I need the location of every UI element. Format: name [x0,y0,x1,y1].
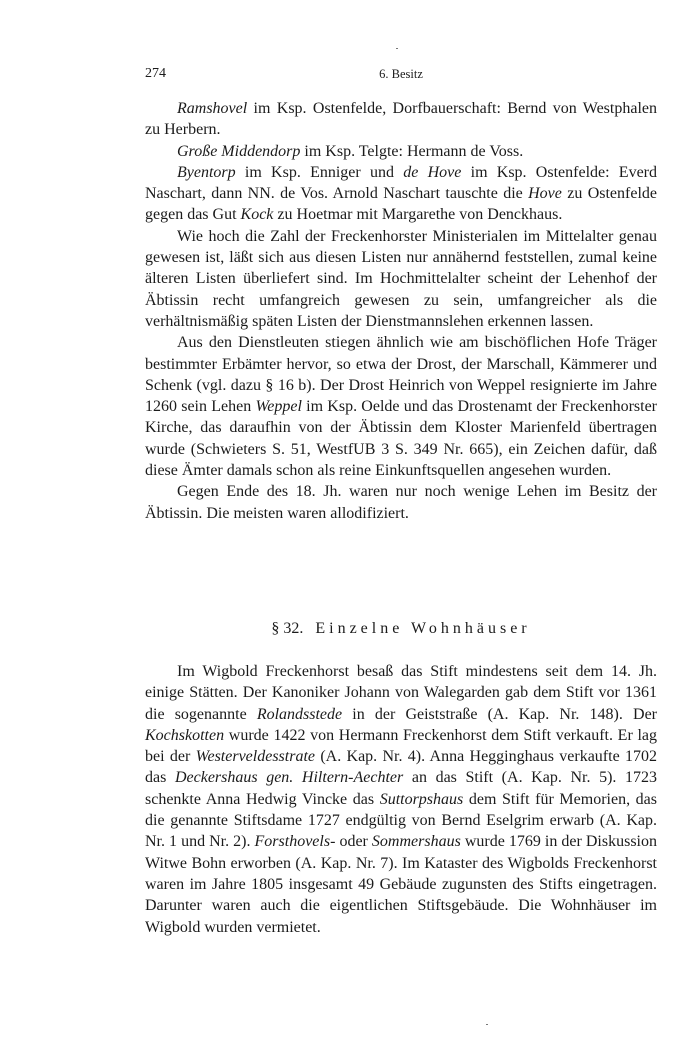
text-run: Gegen Ende des 18. Jh. waren nur noch wenige Lehen im Besitz der Äbtissin. Die meisten waren allodifiziert. [145,483,657,522]
italic-term: Ramshovel [177,100,248,117]
italic-term: Kochskotten [145,726,225,744]
section-heading [145,620,657,638]
text-run: dem Stift für Memorien, das die genannte Stiftsdame 1727 endgültig von Bernd Eselgrim erwarb (A. Kap. Nr. 1 und Nr. 2). [145,790,658,851]
text-run: im Ksp. Enniger und [235,163,404,181]
section-title: Einzelne Wohnhäuser [315,620,531,637]
italic-term: Rolandsstede [256,705,343,723]
text-run: in der Geiststraße (A. Kap. Nr. 148). Der [342,705,657,723]
page-header [145,66,657,86]
text-run: Wie hoch die Zahl der Freckenhorster Ministerialen im Mittelalter genau gewesen ist, läßt sich aus diesen Listen nur annähernd feststellen, zumal keine älteren Listen überliefert sind. Im Hochmittelalter scheint der Lehenhof der Äbtissin recht umfangreich gewesen zu sein, umfangreicher als die verhältnismäßig späten Listen der Dienstmannslehen erkennen lassen. [145,227,657,330]
text-run: im Ksp. Ostenfelde, Dorfbauerschaft: Bernd von Westphalen zu Herbern. [145,100,657,139]
italic-term: Deckershaus gen. Hiltern-Aechter [174,769,404,787]
text-run: im Ksp. Telgte: Hermann de Voss. [300,142,524,160]
running-title: 6. Besitz [379,67,423,81]
text-run: wurde 1769 in der Diskussion Witwe Bohn erworben (A. Kap. Nr. 7). Im Kataster des Wigbolds Freckenhorst waren im Jahre 1805 insgesamt 49 Gebäude zugunsten des Stifts eingetragen. Darunter waren auch die eigentlichen Stiftsgebäude. Die Wohnhäuser im Wigbold wurden vermietet. [145,833,657,936]
text-run: Aus den Dienstleuten stiegen ähnlich wie am bischöflichen Hofe Träger bestimmter Erbämter hervor, so etwa der Drost, der Marschall, Kämmerer und Schenk (vgl. dazu § 16 b). Der Drost Heinrich von Weppel resignierte im Jahre 1260 sein Lehen [145,334,657,416]
text-run: oder [335,833,372,851]
paragraph [145,332,657,481]
text-run: (A. Kap. Nr. 4). Anna Hegginghaus verkaufte 1702 das [145,748,657,787]
italic-term: Westerveldesstrate [195,748,315,766]
text-run: im Ksp. Ostenfelde: Everd Naschart, dann NN. de Vos. Arnold Naschart tauschte die [145,163,658,203]
text-block-bottom [145,661,657,938]
text-run: im Ksp. Oelde und das Drostenamt der Freckenhorster Kirche, das daraufhin von der Äbtissin dem Kloster Marienfeld übertragen wurde (Schwieters S. 51, WestfUB 3 S. 349 Nr. 665), ein Zeichen dafür, daß diese Ämter damals schon als reine Einkunftsquellen angesehen wurden. [145,398,658,480]
text-run: Im Wigbold Freckenhorst besaß das Stift mindestens seit dem 14. Jh. einige Stätten. Der Kanoniker Johann von Walegarden gab dem Stift vor 1361 die sogenannte [145,663,657,723]
scan-speck [486,1024,488,1025]
italic-term: Weppel [255,398,302,416]
italic-term: Suttorpshaus [379,790,464,808]
section-number: § 32. [271,620,304,637]
italic-term: Byentorp [177,163,236,181]
paragraph [145,162,657,226]
italic-term: Hove [528,185,562,203]
paragraph [145,141,657,162]
scan-speck [396,48,398,49]
text-run: zu Ostenfelde gegen das Gut [145,185,657,224]
italic-term: Große Middendorp [177,142,301,160]
page-number: 274 [145,66,166,81]
italic-term: Kock [240,206,274,224]
text-run: wurde 1422 von Hermann Freckenhorst dem Stift verkauft. Er lag bei der [145,726,657,766]
text-run: an das Stift (A. Kap. Nr. 5). 1723 schenkte Anna Hedwig Vincke das [145,769,658,808]
paragraph [145,661,657,938]
text-block-top [145,98,657,524]
italic-term: de Hove [403,163,462,181]
italic-term: Sommershaus [371,833,461,851]
paragraph [145,481,657,524]
paragraph [145,98,657,141]
paragraph [145,226,657,332]
italic-term: Forsthovels- [254,833,336,851]
text-run: zu Hoetmar mit Margarethe von Denckhaus. [273,206,563,224]
